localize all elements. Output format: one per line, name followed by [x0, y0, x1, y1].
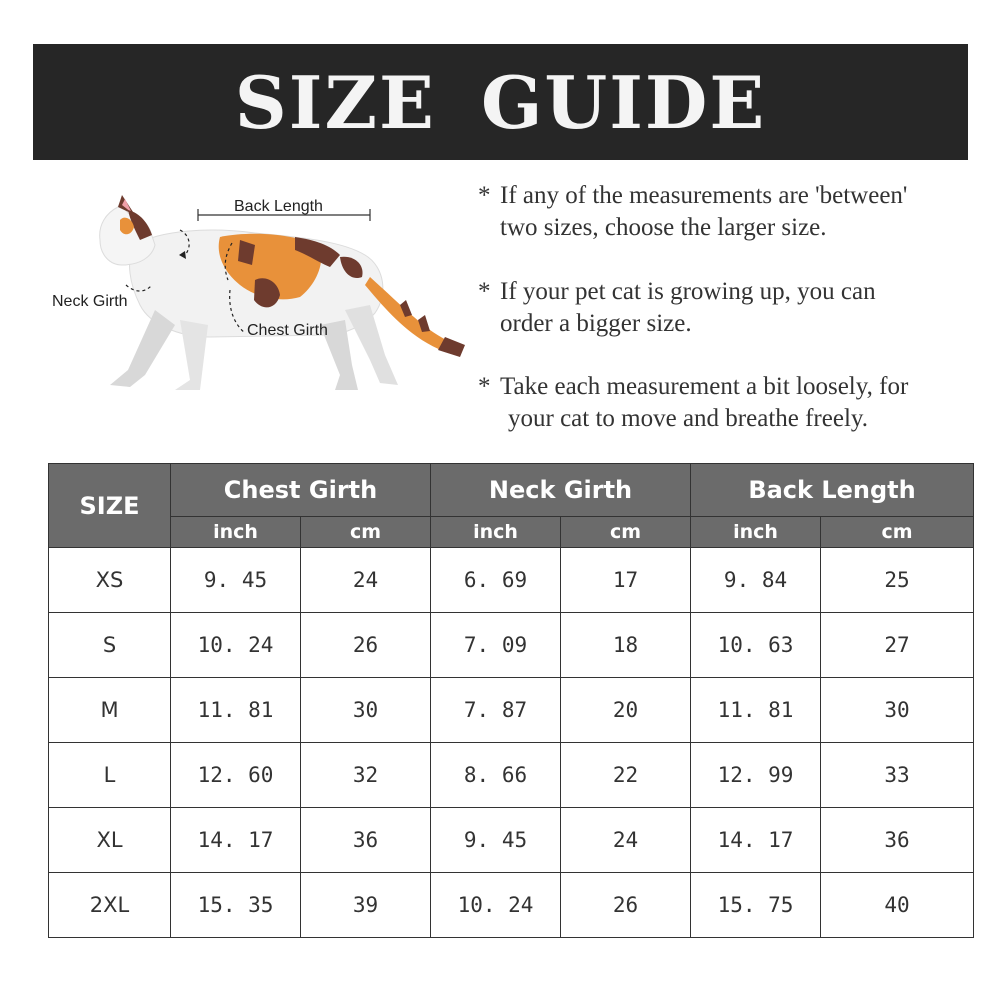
chest-girth-header: Chest Girth: [171, 464, 431, 517]
table-cell: 7. 87: [431, 678, 561, 743]
table-cell: 10. 24: [171, 613, 301, 678]
table-cell: 26: [561, 873, 691, 938]
table-cell: 7. 09: [431, 613, 561, 678]
tip-line: If your pet cat is growing up, you can: [500, 278, 876, 305]
tip-line: order a bigger size.: [500, 310, 692, 337]
size-cell: XS: [49, 548, 171, 613]
neck-girth-label: Neck Girth: [52, 293, 128, 310]
size-cell: XL: [49, 808, 171, 873]
cat-measurement-illustration: [40, 185, 480, 400]
table-cell: 25: [821, 548, 974, 613]
size-column-header: SIZE: [49, 464, 171, 548]
table-cell: 12. 99: [691, 743, 821, 808]
unit-header: inch: [431, 517, 561, 548]
table-group-header-row: [49, 464, 974, 517]
size-cell: M: [49, 678, 171, 743]
tip-marker: *: [478, 182, 491, 209]
table-unit-header-row: [49, 517, 974, 548]
table-cell: 18: [561, 613, 691, 678]
table-cell: 30: [821, 678, 974, 743]
table-cell: 11. 81: [691, 678, 821, 743]
tip-marker: *: [478, 278, 491, 305]
page-title: SIZE GUIDE: [234, 59, 767, 145]
table-row: [49, 873, 974, 938]
table-cell: 14. 17: [171, 808, 301, 873]
table-cell: 9. 45: [171, 548, 301, 613]
tip-line: two sizes, choose the larger size.: [500, 214, 827, 241]
table-cell: 8. 66: [431, 743, 561, 808]
table-cell: 11. 81: [171, 678, 301, 743]
table-cell: 9. 45: [431, 808, 561, 873]
unit-header: cm: [821, 517, 974, 548]
table-row: [49, 613, 974, 678]
table-row: [49, 548, 974, 613]
table-cell: 26: [301, 613, 431, 678]
table-row: [49, 678, 974, 743]
back-length-header: Back Length: [691, 464, 974, 517]
size-cell: 2XL: [49, 873, 171, 938]
tip-marker: *: [478, 373, 491, 400]
table-cell: 17: [561, 548, 691, 613]
size-cell: S: [49, 613, 171, 678]
table-cell: 24: [301, 548, 431, 613]
table-cell: 30: [301, 678, 431, 743]
tip-line: Take each measurement a bit loosely, for: [500, 373, 909, 400]
table-cell: 10. 24: [431, 873, 561, 938]
size-cell: L: [49, 743, 171, 808]
neck-girth-header: Neck Girth: [431, 464, 691, 517]
title-banner: [33, 44, 968, 160]
tip-line: your cat to move and breathe freely.: [508, 405, 869, 432]
table-cell: 24: [561, 808, 691, 873]
table-cell: 10. 63: [691, 613, 821, 678]
table-cell: 27: [821, 613, 974, 678]
unit-header: cm: [561, 517, 691, 548]
back-length-label: Back Length: [234, 198, 323, 215]
table-row: [49, 808, 974, 873]
table-cell: 20: [561, 678, 691, 743]
table-cell: 39: [301, 873, 431, 938]
table-cell: 36: [301, 808, 431, 873]
table-cell: 6. 69: [431, 548, 561, 613]
table-cell: 15. 75: [691, 873, 821, 938]
table-cell: 14. 17: [691, 808, 821, 873]
table-cell: 12. 60: [171, 743, 301, 808]
tip-item: [478, 371, 908, 435]
table-cell: 15. 35: [171, 873, 301, 938]
size-table: [48, 463, 974, 938]
tip-item: [478, 180, 907, 244]
table-cell: 36: [821, 808, 974, 873]
table-row: [49, 743, 974, 808]
tip-item: [478, 276, 876, 340]
table-cell: 40: [821, 873, 974, 938]
chest-girth-label: Chest Girth: [247, 322, 328, 339]
table-cell: 22: [561, 743, 691, 808]
unit-header: cm: [301, 517, 431, 548]
table-cell: 32: [301, 743, 431, 808]
table-cell: 9. 84: [691, 548, 821, 613]
unit-header: inch: [691, 517, 821, 548]
table-cell: 33: [821, 743, 974, 808]
size-chart: [48, 463, 973, 938]
unit-header: inch: [171, 517, 301, 548]
tip-line: If any of the measurements are 'between': [500, 182, 908, 209]
